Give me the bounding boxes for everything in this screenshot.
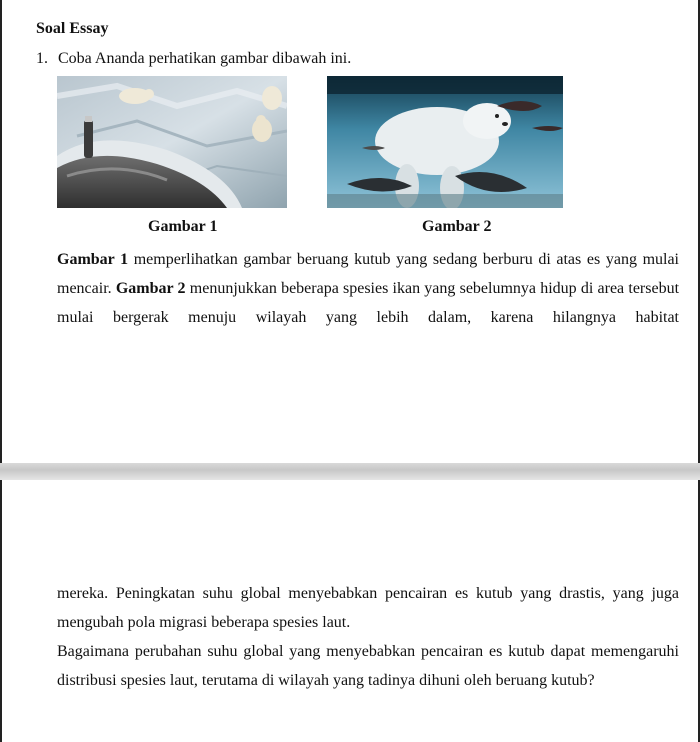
figure-1-image [57,76,287,208]
paragraph-1-text-a: memperlihatkan gambar beruang kutub yang sedang berburu di atas es yang mulai mencair. [57,251,679,297]
figure-2-reference: Gambar 2 [115,280,186,297]
figure-1-caption: Gambar 1 [148,218,218,235]
figure-1-reference: Gambar 1 [57,251,129,268]
polar-bears-on-ice-illustration [57,76,287,208]
figure-2-caption: Gambar 2 [422,218,492,235]
question-text: Coba Ananda perhatikan gambar dibawah ini. [58,50,352,67]
page-border-left [0,0,2,742]
underwater-polar-bear-fish-illustration [327,76,563,208]
section-heading: Soal Essay [36,20,109,37]
question-prompt: Bagaimana perubahan suhu global yang menyebabkan pencairan es kutub dapat memengaruhi distribusi spesies laut, terutama di wilayah yang tadinya dihuni oleh beruang kutub? [57,643,679,689]
paragraph-1 [57,245,679,332]
paragraph-1-text-b: menunjukkan beberapa spesies ikan yang sebelumnya hidup di area tersebut mulai bergerak menuju wilayah yang lebih dalam, karena hilangnya habitat [57,280,680,326]
page-separator [0,463,700,480]
paragraph-2: mereka. Peningkatan suhu global menyebabkan pencairan es kutub yang drastis, yang juga mengubah pola migrasi beberapa spesies laut. [57,585,679,631]
figure-2-image [327,76,563,208]
question-line [36,50,351,68]
question-number: 1. [36,50,48,67]
